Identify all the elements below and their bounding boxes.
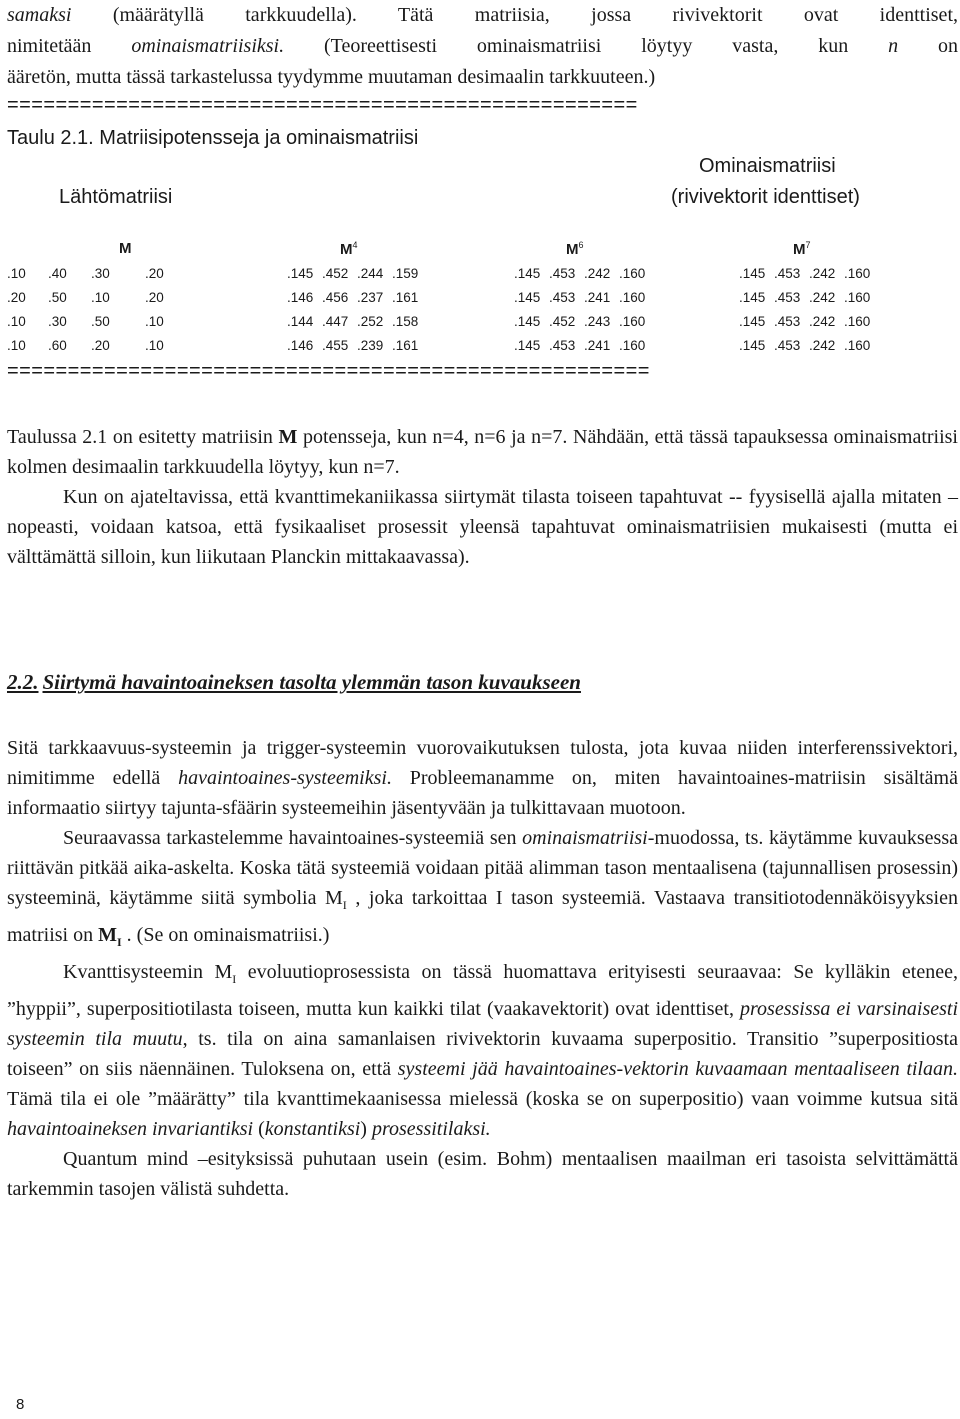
para4-matrix-m: M (98, 924, 117, 946)
matrix-cell-m6: .453 (549, 338, 576, 353)
table-right-header-1: Ominaismatriisi (699, 155, 836, 177)
para4-matrix-sub-i: I (117, 935, 122, 949)
intro-l2e: on (898, 35, 959, 57)
intro-line-1-text: (määrätyllä tarkkuudella). Tätä matriisia, jossa rivivektorit ovat identtiset, (71, 4, 958, 26)
matrix-cell-m4: .144 (287, 314, 314, 329)
matrix-cell-m4: .239 (357, 338, 384, 353)
body-section-1 (7, 422, 958, 572)
column-header-m6-label: M (566, 241, 579, 258)
matrix-cell-m6: .145 (514, 290, 541, 305)
term-havaintoaines-systeemiksi: havaintoaines-systeemiksi. (178, 767, 392, 789)
para5-italic-3: havaintoaineksen invariantiksi (7, 1118, 254, 1140)
matrix-table (7, 266, 958, 362)
matrix-cell-m7: .453 (774, 266, 801, 281)
column-header-m-label: M (119, 240, 132, 257)
para5-italic-5: prosessitilaksi. (371, 1118, 491, 1140)
intro-text (7, 0, 958, 92)
matrix-cell-m6: .160 (619, 290, 646, 305)
matrix-cell-m: .20 (145, 290, 164, 305)
para3-a: Sitä tarkkaavuus-systeemin ja trigger-systeemin vuorovaikutuksen tulosta, jota kuvaa niiden interferenssivektori, nimitimme edellä (7, 737, 958, 789)
matrix-cell-m7: .145 (739, 266, 766, 281)
para5-e: , ts. tila on aina samanlaisen rivivektorin kuvaama superpositio. Transitio ”superpositiosta toiseen” on siis näennäinen. Tuloksena on, että (7, 1028, 958, 1080)
matrix-cell-m7: .145 (739, 314, 766, 329)
matrix-cell-m7: .160 (844, 338, 871, 353)
matrix-cell-m7: .242 (809, 338, 836, 353)
matrix-cell-m7: .145 (739, 290, 766, 305)
matrix-cell-m: .60 (48, 338, 67, 353)
para4-c: -muodossa, ts. käytämme kuvauksessa riittävän pitkää aika-askelta. Koska tätä systeemiä voidaan pitää alimman tason mentaalisena (tajunnallisen prosessin) systeeminä, käytämme siitä symbolia M (7, 827, 959, 909)
column-header-m4 (340, 240, 358, 258)
column-header-m6 (566, 240, 584, 258)
matrix-cell-m6: .453 (549, 266, 576, 281)
matrix-cell-m4: .452 (322, 266, 349, 281)
matrix-cell-m6: .241 (584, 338, 611, 353)
matrix-cell-m6: .453 (549, 290, 576, 305)
matrix-cell-m4: .161 (392, 290, 419, 305)
para4-a: Seuraavassa tarkastelemme havaintoaines-systeemiä sen (63, 827, 523, 849)
matrix-cell-m4: .252 (357, 314, 384, 329)
para5-k: ) (360, 1118, 372, 1140)
para5-italic-1: prosessissa ei varsinaisesti systeemin tila muutu (7, 998, 959, 1050)
intro-line-2 (7, 30, 958, 62)
matrix-cell-m6: .160 (619, 266, 646, 281)
para5-c: evoluutioprosessista on tässä huomattava erityisesti seuraavaa: Se kylläkin etenee, ”hyppii”, superpositiotilasta toiseen, mutta kun kaikki tilat (vaakavektorit) ovat identtiset, (7, 961, 958, 1020)
paragraph-5 (7, 957, 958, 1144)
matrix-cell-m: .30 (48, 314, 67, 329)
column-header-m7-exp: 7 (805, 240, 811, 250)
para5-i: ( (253, 1118, 265, 1140)
matrix-cell-m7: .145 (739, 338, 766, 353)
para1-a: Taulussa 2.1 on esitetty matriisin (7, 426, 279, 448)
para5-italic-2: systeemi jää havaintoaines-vektorin kuvaamaan mentaaliseen tilaan. (397, 1058, 958, 1080)
matrix-cell-m: .10 (7, 266, 26, 281)
matrix-cell-m: .50 (91, 314, 110, 329)
matrix-cell-m4: .159 (392, 266, 419, 281)
column-header-m4-label: M (340, 241, 353, 258)
matrix-cell-m4: .456 (322, 290, 349, 305)
matrix-cell-m4: .146 (287, 338, 314, 353)
matrix-cell-m6: .145 (514, 338, 541, 353)
para5-italic-4: konstantiksi (264, 1118, 361, 1140)
matrix-cell-m6: .145 (514, 266, 541, 281)
matrix-cell-m4: .145 (287, 266, 314, 281)
matrix-cell-m: .10 (145, 314, 164, 329)
matrix-cell-m4: .146 (287, 290, 314, 305)
table-right-header-2: (rivivektorit identtiset) (671, 186, 860, 208)
matrix-cell-m: .20 (145, 266, 164, 281)
table-caption: Taulu 2.1. Matriisipotensseja ja ominaismatriisi (7, 127, 419, 149)
matrix-cell-m7: .160 (844, 266, 871, 281)
matrix-cell-m: .50 (48, 290, 67, 305)
page-number: 8 (16, 1396, 25, 1413)
term-samaksi: samaksi (7, 4, 72, 26)
matrix-cell-m4: .447 (322, 314, 349, 329)
matrix-cell-m7: .453 (774, 290, 801, 305)
matrix-cell-m: .10 (7, 314, 26, 329)
matrix-cell-m7: .242 (809, 314, 836, 329)
matrix-cell-m4: .244 (357, 266, 384, 281)
matrix-cell-m: .20 (91, 338, 110, 353)
para1-matrix-m: M (278, 426, 298, 448)
para4-h: . (Se on ominaismatriisi.) (121, 924, 330, 946)
paragraph-1 (7, 422, 958, 482)
matrix-cell-m: .30 (91, 266, 110, 281)
matrix-cell-m: .10 (7, 338, 26, 353)
para5-g: Tämä tila ei ole ”määrätty” tila kvanttimekaanisessa mielessä (koska se on superpositio) vaan voimme kutsua sitä (7, 1088, 958, 1110)
separator-rule-top: ==================================================== (7, 94, 638, 116)
para3-c: Probleemanamme on, miten havaintoaines-matriisin sisältämä informaatio siirtyy tajunta-sfäärin systeemeihin jäsentyvään ja tulkittavaan muotoon. (7, 767, 958, 819)
table-left-header: Lähtömatriisi (59, 186, 173, 208)
section-heading (7, 670, 581, 695)
matrix-cell-m7: .242 (809, 290, 836, 305)
term-ominaismatriisiksi: ominaismatriisiksi. (131, 35, 285, 57)
para4-e: , joka tarkoittaa I tason systeemiä. Vastaava transitiotodennäköisyyksien matriisi on (7, 887, 958, 946)
body-section-2 (7, 733, 958, 1204)
intro-line-1 (7, 0, 958, 30)
para5-sub-i: I (232, 972, 237, 986)
paragraph-6: Quantum mind –esityksissä puhutaan usein (esim. Bohm) mentaalisen maailman eri tasoista selvittämättä tarkemmin tasojen välistä suhdetta. (7, 1148, 958, 1200)
matrix-cell-m4: .158 (392, 314, 419, 329)
matrix-cell-m: .10 (91, 290, 110, 305)
column-header-m (119, 240, 132, 257)
matrix-cell-m6: .242 (584, 266, 611, 281)
matrix-cell-m7: .453 (774, 338, 801, 353)
column-header-m7-label: M (793, 241, 806, 258)
intro-l2a: nimitetään (7, 35, 132, 57)
separator-rule-bottom: ===================================================== (7, 360, 650, 382)
matrix-cell-m7: .160 (844, 314, 871, 329)
column-header-m6-exp: 6 (578, 240, 584, 250)
matrix-cell-m6: .241 (584, 290, 611, 305)
term-ominaismatriisi: ominaismatriisi (522, 827, 648, 849)
term-n: n (888, 35, 899, 57)
para5-a: Kvanttisysteemin M (63, 961, 233, 983)
matrix-cell-m4: .237 (357, 290, 384, 305)
matrix-cell-m6: .243 (584, 314, 611, 329)
intro-l3: ääretön, mutta tässä tarkastelussa tyydymme muutaman desimaalin tarkkuuteen.) (7, 66, 656, 88)
paragraph-3 (7, 733, 958, 823)
para1-c: potensseja, kun n=4, n=6 ja n=7. Nähdään, että tässä tapauksessa ominaismatriisi kolmen desimaalin tarkkuudella löytyy, kun n=7. (7, 426, 958, 478)
column-header-m4-exp: 4 (352, 240, 358, 250)
para4-sub-i: I (342, 898, 347, 912)
paragraph-2: Kun on ajateltavissa, että kvanttimekaniikassa siirtymät tilasta toiseen tapahtuvat -- fyysisellä ajalla mitaten – nopeasti, voidaan katsoa, että fysikaaliset prosessit yleensä tapahtuvat ominaismatriisien mukaisesti (mutta ei välttämättä silloin, kun liikutaan Planckin mittakaavassa). (7, 486, 958, 568)
matrix-cell-m4: .455 (322, 338, 349, 353)
matrix-cell-m7: .242 (809, 266, 836, 281)
matrix-cell-m6: .160 (619, 314, 646, 329)
intro-line-3 (7, 62, 958, 92)
matrix-cell-m4: .161 (392, 338, 419, 353)
section-number: 2.2. (7, 670, 39, 694)
column-header-m7 (793, 240, 811, 258)
intro-l2c: (Teoreettisesti ominaismatriisi löytyy vasta, kun (284, 35, 889, 57)
matrix-cell-m7: .160 (844, 290, 871, 305)
matrix-cell-m: .40 (48, 266, 67, 281)
matrix-cell-m: .20 (7, 290, 26, 305)
matrix-cell-m7: .453 (774, 314, 801, 329)
paragraph-4 (7, 823, 958, 957)
section-title: Siirtymä havaintoaineksen tasolta ylemmän tason kuvaukseen (42, 670, 581, 694)
matrix-cell-m6: .160 (619, 338, 646, 353)
matrix-cell-m6: .145 (514, 314, 541, 329)
matrix-cell-m: .10 (145, 338, 164, 353)
matrix-cell-m6: .452 (549, 314, 576, 329)
